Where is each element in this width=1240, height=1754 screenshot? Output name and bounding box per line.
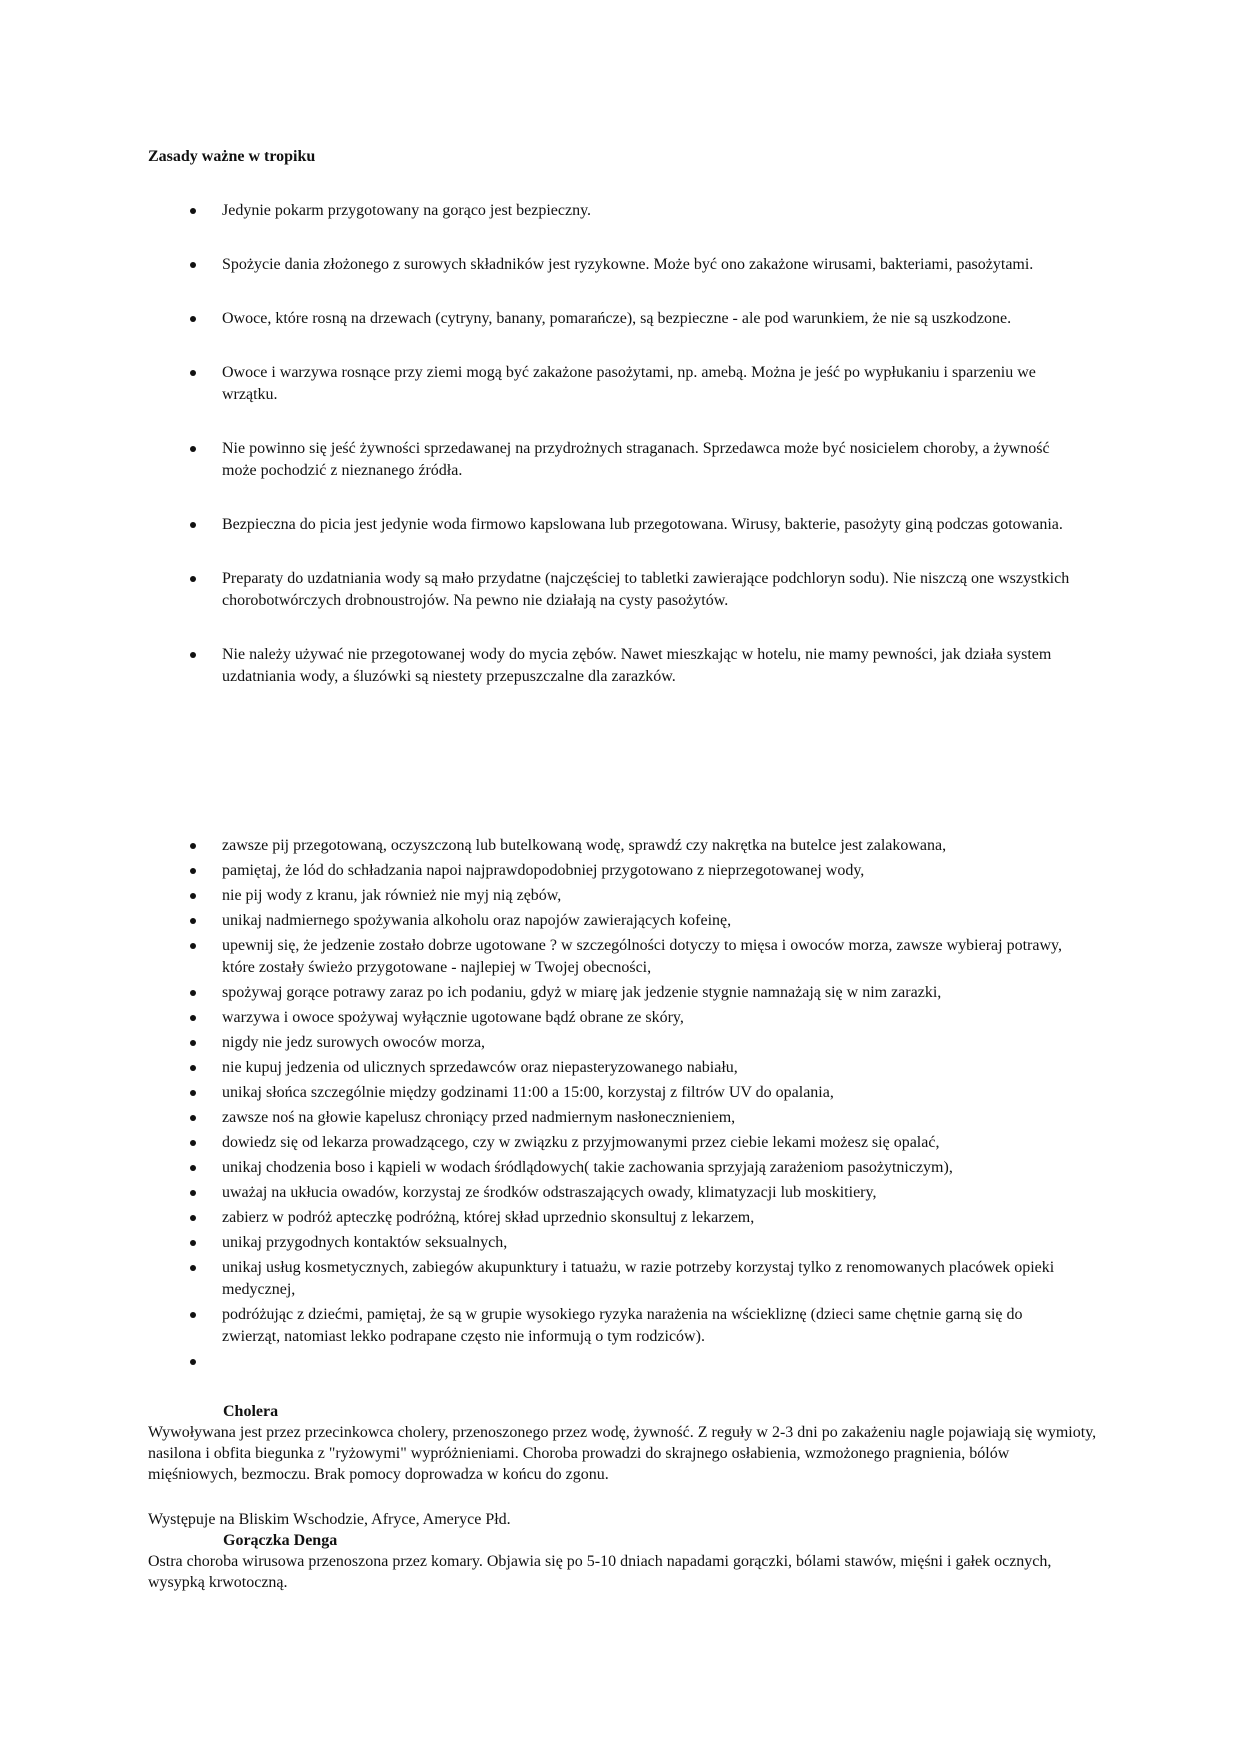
bullet-icon [190,1115,196,1121]
list-item [148,910,1078,932]
list-item [148,1182,1078,1204]
bullet-icon [190,1215,196,1221]
bullet-icon [190,1265,196,1271]
list-item [148,1082,1078,1104]
bullet-icon [190,1190,196,1196]
list-item-text: warzywa i owoce spożywaj wyłącznie ugotowane bądź obrane ze skóry, [222,1009,684,1026]
list-item-text: Preparaty do uzdatniania wody są mało przydatne (najczęściej to tabletki zawierające podchloryn sodu). Nie niszczą one wszystkich chorobotwórczych drobnoustrojów. Na pewno nie działają na cysty pasożytów. [222,570,1070,609]
dengue-description: Ostra choroba wirusowa przenoszona przez komary. Objawia się po 5-10 dniach napadami gorączki, bólami stawów, mięśni i gałek ocznych, wysypką krwotoczną. [148,1553,1052,1591]
list-item-text: nie pij wody z kranu, jak również nie myj nią zębów, [222,887,562,904]
list-item-text: Owoce, które rosną na drzewach (cytryny, banany, pomarańcze), są bezpieczne - ale pod warunkiem, że nie są uszkodzone. [222,310,1012,327]
list-item [148,1132,1078,1154]
list-item-text: nigdy nie jedz surowych owoców morza, [222,1034,486,1051]
list-item-text: pamiętaj, że lód do schładzania napoi najprawdopodobniej przygotowano z nieprzegotowanej wody, [222,862,865,879]
bullet-icon [190,990,196,996]
list-item [148,935,1078,979]
bullet-icon [190,918,196,924]
document-title: Zasady ważne w tropiku [148,148,316,165]
list-item [148,1351,1078,1373]
bullet-icon [190,522,196,528]
bullet-icon [190,843,196,849]
dengue-heading: Gorączka Denga [223,1532,338,1549]
list-item [148,254,1078,276]
list-item [148,438,1078,482]
general-rules-list [148,835,1078,1376]
list-item [148,1207,1078,1229]
bullet-icon [190,943,196,949]
list-item [148,1304,1078,1348]
list-item [148,1157,1078,1179]
list-item [148,1232,1078,1254]
cholera-occurrence: Występuje na Bliskim Wschodzie, Afryce, Ameryce Płd. [148,1511,511,1528]
bullet-icon [190,446,196,452]
list-item-text: dowiedz się od lekarza prowadzącego, czy w związku z przyjmowanymi przez ciebie lekami możesz się opalać, [222,1134,940,1151]
list-item [148,835,1078,857]
list-item [148,885,1078,907]
list-item [148,644,1078,688]
list-item-text: Jedynie pokarm przygotowany na gorąco jest bezpieczny. [222,202,592,219]
list-item-text: Nie należy używać nie przegotowanej wody do mycia zębów. Nawet mieszkając w hotelu, nie mamy pewności, jak działa system uzdatniania wody, a śluzówki są niestety przepuszczalne dla zarazków. [222,646,1052,685]
bullet-icon [190,208,196,214]
list-item-text: upewnij się, że jedzenie zostało dobrze ugotowane ? w szczególności dotyczy to mięsa i owoców morza, zawsze wybieraj potrawy, które zostały świeżo przygotowane - najlepiej w Twojej obecności, [222,937,1062,976]
list-item-text: Spożycie dania złożonego z surowych składników jest ryzykowne. Może być ono zakażone wirusami, bakteriami, pasożytami. [222,256,1034,273]
bullet-icon [190,1015,196,1021]
cholera-heading: Cholera [223,1403,279,1420]
list-item-text: Bezpieczna do picia jest jedynie woda firmowo kapslowana lub przegotowana. Wirusy, bakterie, pasożyty giną podczas gotowania. [222,516,1063,533]
list-item [148,982,1078,1004]
list-item [148,362,1078,406]
bullet-icon [190,893,196,899]
list-item [148,1107,1078,1129]
bullet-icon [190,1065,196,1071]
list-item-text: Owoce i warzywa rosnące przy ziemi mogą być zakażone pasożytami, np. amebą. Można je jeść po wypłukaniu i sparzeniu we wrzątku. [222,364,1036,403]
list-item-text: Nie powinno się jeść żywności sprzedawanej na przydrożnych straganach. Sprzedawca może być nosicielem choroby, a żywność może pochodzić z nieznanego źródła. [222,440,1050,479]
bullet-icon [190,652,196,658]
list-item-text: uważaj na ukłucia owadów, korzystaj ze środków odstraszających owady, klimatyzacji lub moskitiery, [222,1184,877,1201]
bullet-icon [190,1090,196,1096]
list-item-text: unikaj chodzenia boso i kąpieli w wodach śródlądowych( takie zachowania sprzyjają zarażeniom pasożytniczym), [222,1159,953,1176]
bullet-icon [190,576,196,582]
list-item-text: podróżując z dziećmi, pamiętaj, że są w grupie wysokiego ryzyka narażenia na wściekliznę (dzieci same chętnie garną się do zwierząt, natomiast lekko podrapane często nie informują o tym rodziców). [222,1306,1023,1345]
list-item [148,860,1078,882]
list-item-text: spożywaj gorące potrawy zaraz po ich podaniu, gdyż w miarę jak jedzenie stygnie namnażają się w nim zarazki, [222,984,942,1001]
bullet-icon [190,1165,196,1171]
food-water-rules-list [148,200,1078,720]
list-item [148,1032,1078,1054]
list-item [148,1007,1078,1029]
bullet-icon [190,1312,196,1318]
bullet-icon [190,1040,196,1046]
bullet-icon [190,370,196,376]
bullet-icon [190,316,196,322]
list-item-text: zawsze pij przegotowaną, oczyszczoną lub butelkowaną wodę, sprawdź czy nakrętka na butelce jest zalakowana, [222,837,947,854]
list-item [148,514,1078,536]
list-item-text: unikaj słońca szczególnie między godzinami 11:00 a 15:00, korzystaj z filtrów UV do opalania, [222,1084,834,1101]
bullet-icon [190,1140,196,1146]
bullet-icon [190,1359,196,1365]
bullet-icon [190,1240,196,1246]
bullet-icon [190,868,196,874]
list-item-text: zawsze noś na głowie kapelusz chroniący przed nadmiernym nasłonecznieniem, [222,1109,736,1126]
list-item [148,1257,1078,1301]
list-item [148,1057,1078,1079]
list-item-text: nie kupuj jedzenia od ulicznych sprzedawców oraz niepasteryzowanego nabiału, [222,1059,738,1076]
bullet-icon [190,262,196,268]
list-item [148,568,1078,612]
list-item-text: zabierz w podróż apteczkę podróżną, której skład uprzednio skonsultuj z lekarzem, [222,1209,755,1226]
cholera-description: Wywoływana jest przez przecinkowca cholery, przenoszonego przez wodę, żywność. Z reguły w 2-3 dni po zakażeniu nagle pojawiają się wymioty, nasilona i obfita biegunka z "ryżowymi" wypróżnieniami. Choroba prowadzi do skrajnego osłabienia, wzmożonego pragnienia, bólów mięśniowych, bezmoczu. Brak pomocy doprowadza w końcu do zgonu. [148,1424,1097,1483]
list-item [148,200,1078,222]
list-item [148,308,1078,330]
list-item-text: unikaj nadmiernego spożywania alkoholu oraz napojów zawierających kofeinę, [222,912,732,929]
list-item-text: unikaj przygodnych kontaktów seksualnych, [222,1234,508,1251]
list-item-text: unikaj usług kosmetycznych, zabiegów akupunktury i tatuażu, w razie potrzeby korzystaj tylko z renomowanych placówek opieki medycznej, [222,1259,1055,1298]
